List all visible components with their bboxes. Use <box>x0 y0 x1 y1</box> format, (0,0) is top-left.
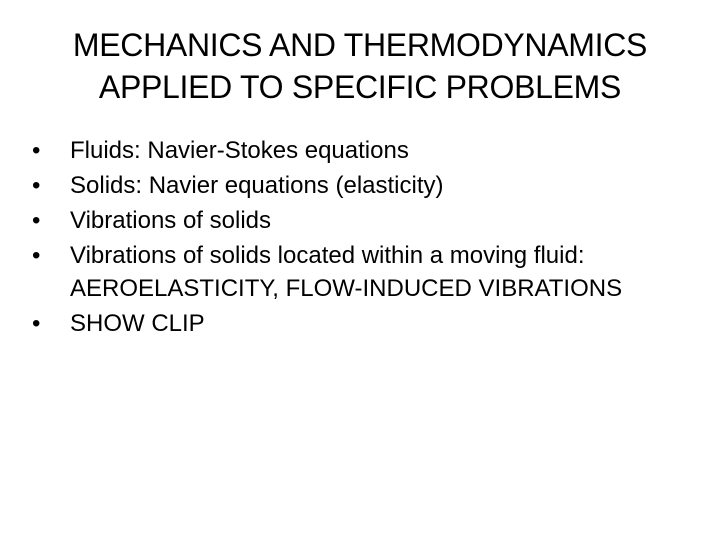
bullet-point-icon: • <box>32 242 41 269</box>
slide-title <box>20 24 700 108</box>
bullet-text: Solids: Navier equations (elasticity) <box>70 172 444 199</box>
bullet-point-icon: • <box>32 172 41 199</box>
bullet-item-fluids <box>32 134 672 167</box>
bullet-point-icon: • <box>32 310 41 337</box>
bullet-item-show-clip <box>32 307 672 340</box>
slide-title-line-2: APPLIED TO SPECIFIC PROBLEMS <box>98 69 622 105</box>
bullet-item-vibrations <box>32 204 672 237</box>
bullet-text: Fluids: Navier-Stokes equations <box>70 137 409 164</box>
bullet-list <box>32 134 672 342</box>
bullet-text: SHOW CLIP <box>70 310 205 337</box>
bullet-item-aeroelasticity <box>32 239 672 305</box>
bullet-text: Vibrations of solids <box>70 207 271 234</box>
bullet-point-icon: • <box>32 137 41 164</box>
slide-title-line-1: MECHANICS AND THERMODYNAMICS <box>72 27 648 63</box>
bullet-text: Vibrations of solids located within a moving fluid: AEROELASTICITY, FLOW-INDUCED VIBRATIONS <box>70 242 623 302</box>
bullet-item-solids <box>32 169 672 202</box>
bullet-point-icon: • <box>32 207 41 234</box>
